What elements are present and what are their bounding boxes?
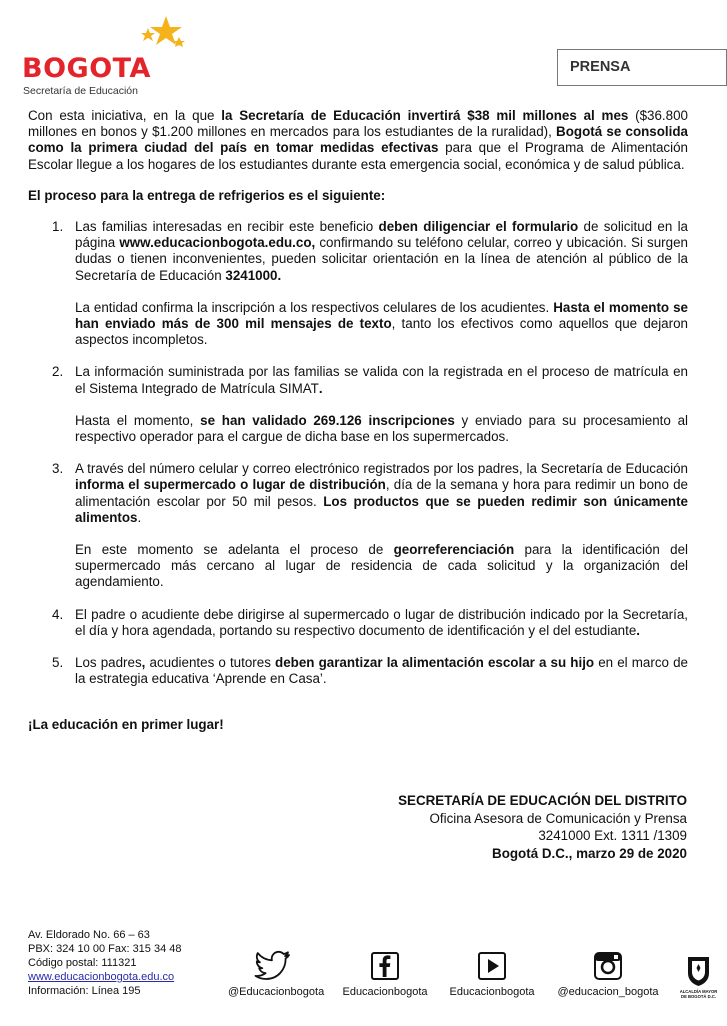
logo-wordmark: BOGOTA xyxy=(22,53,151,84)
instagram-icon xyxy=(593,951,623,981)
list-item: 5. Los padres, acudientes o tutores deben garantizar la alimentación escolar a su hijo en el marco de la estrategia educativa ‘Aprende en Casa’. xyxy=(52,655,688,687)
list-item: 3. A través del número celular y correo electrónico registrados por los padres, la Secretaría de Educación informa el supermercado o lugar de distribución, día de la semana y hora para redimir un bono de alimentación escolar por 50 mil pesos. Los productos que se pueden redimir son únicamente alimentos. En este momento se adelanta el proceso de georreferenciación para la identificación del supermercado más cercano al lugar de residencia de cada solicitud y la organización del agendamiento. xyxy=(52,461,689,590)
social-twitter[interactable]: @Educacionbogota xyxy=(228,950,318,1000)
footer-pbx: PBX: 324 10 00 Fax: 315 34 48 xyxy=(28,943,182,955)
footer-info-line: Información: Línea 195 xyxy=(28,985,141,997)
footer-address-line: Av. Eldorado No. 66 – 63 xyxy=(28,929,150,941)
step-1-detail: La entidad confirma la inscripción a los respectivos celulares de los acudientes. Hasta el momento se han enviado más de 300 mil mensajes de texto, tanto los efectivos como aquellos que dejaron aspectos incompletos. xyxy=(75,299,688,348)
list-item: 1. Las familias interesadas en recibir este beneficio deben diligenciar el formulario de solicitud en la página www.educacionbogota.edu.co, confirmando su teléfono celular, correo y ubicación. Si surgen dudas o tienen inconvenientes, pueden solicitar orientación en la línea de atención al público de la Secretaría de Educación 3241000. La entidad confirma la inscripción a los respectivos celulares de los acudientes. Hasta el momento se han enviado más de 300 mil mensajes de texto, tanto los efectivos como aquellos que dejaron aspectos incompletos. xyxy=(52,219,689,348)
signature-org: SECRETARÍA DE EDUCACIÓN DEL DISTRITO xyxy=(398,793,687,808)
list-item: 4. El padre o acudiente debe dirigirse al supermercado o lugar de distribución indicado por la Secretaría, el día y hora agendada, portando su respectivo documento de identificación y el del estudiante. xyxy=(52,606,688,638)
social-instagram[interactable]: @educacion_bogota xyxy=(556,950,660,1000)
youtube-icon xyxy=(477,951,507,981)
press-release-body xyxy=(28,108,688,734)
footer-postal: Código postal: 111321 xyxy=(28,957,137,969)
footer-contact xyxy=(28,928,182,998)
signature-date: Bogotá D.C., marzo 29 de 2020 xyxy=(492,845,687,861)
twitter-icon xyxy=(252,950,294,982)
closing-slogan: ¡La educación en primer lugar! xyxy=(28,717,224,733)
step-2-text: La información suministrada por las familias se valida con la registrada en el proceso de matrícula en el Sistema Integrado de Matrícula SIMAT. xyxy=(75,364,688,396)
step-3-detail: En este momento se adelanta el proceso de georreferenciación para la identificación del supermercado más cercano al lugar de residencia de cada solicitud y la organización del agendamiento. xyxy=(75,542,689,590)
list-item: 2. La información suministrada por las familias se valida con la registrada en el proceso de matrícula en el Sistema Integrado de Matrícula SIMAT. Hasta el momento, se han validado 269.126 inscripciones y enviado para su procesamiento al respectivo operador para el cargue de dicha base en los supermercados. xyxy=(52,364,689,445)
bogota-logo xyxy=(22,14,182,100)
signature-phone: 3241000 Ext. 1311 /1309 xyxy=(538,828,687,843)
step-1-text: Las familias interesadas en recibir este beneficio deben diligenciar el formulario de solicitud en la página www.educacionbogota.edu.co, confirmando su teléfono celular, correo y ubicación. Si surgen dudas o tienen inconvenientes, pueden solicitar orientación en la línea de atención al público de la Secretaría de Educación 3241000. xyxy=(75,219,689,283)
process-title: El proceso para la entrega de refrigerios es el siguiente: xyxy=(28,187,386,203)
signature-office: Oficina Asesora de Comunicación y Prensa xyxy=(429,810,687,826)
alcaldia-escudo xyxy=(679,955,718,1001)
step-5-text: Los padres, acudientes o tutores deben garantizar la alimentación escolar a su hijo en el marco de la estrategia educativa ‘Aprende en Casa’. xyxy=(75,655,688,687)
prensa-label: PRENSA xyxy=(557,49,727,86)
svg-text:DE BOGOTÁ D.C.: DE BOGOTÁ D.C. xyxy=(681,994,716,999)
step-2-detail: Hasta el momento, se han validado 269.126 inscripciones y enviado para su procesamiento al respectivo operador para el cargue de dicha base en los supermercados. xyxy=(75,412,689,445)
footer-website-link[interactable]: www.educacionbogota.edu.co xyxy=(28,971,175,983)
social-youtube[interactable]: Educacionbogota xyxy=(447,950,537,1000)
social-facebook[interactable]: Educacionbogota xyxy=(340,950,430,1000)
signature-block xyxy=(287,792,687,862)
svg-text:ALCALDÍA MAYOR: ALCALDÍA MAYOR xyxy=(679,989,718,994)
step-3-text: A través del número celular y correo electrónico registrados por los padres, la Secretaría de Educación informa el supermercado o lugar de distribución, día de la semana y hora para redimir un bono de alimentación escolar por 50 mil pesos. Los productos que se pueden redimir son únicamente alimentos. xyxy=(75,461,689,525)
process-steps-list xyxy=(28,219,688,687)
logo-subtitle: Secretaría de Educación xyxy=(23,85,138,97)
intro-paragraph: Con esta iniciativa, en la que la Secretaría de Educación invertirá $38 mil millones al mes ($36.800 millones en bonos y $1.200 millones en mercados para los estudiantes de la ruralidad), Bogotá se consolida como la primera ciudad del país en tomar medidas efectivas para que el Programa de Alimentación Escolar llegue a los hogares de los estudiantes durante esta emergencia social, económica y de salud pública. xyxy=(28,108,688,172)
coat-of-arms-icon xyxy=(679,955,718,1001)
step-4-text: El padre o acudiente debe dirigirse al supermercado o lugar de distribución indicado por la Secretaría, el día y hora agendada, portando su respectivo documento de identificación y el del estudiante. xyxy=(75,606,688,638)
facebook-icon xyxy=(370,951,400,981)
